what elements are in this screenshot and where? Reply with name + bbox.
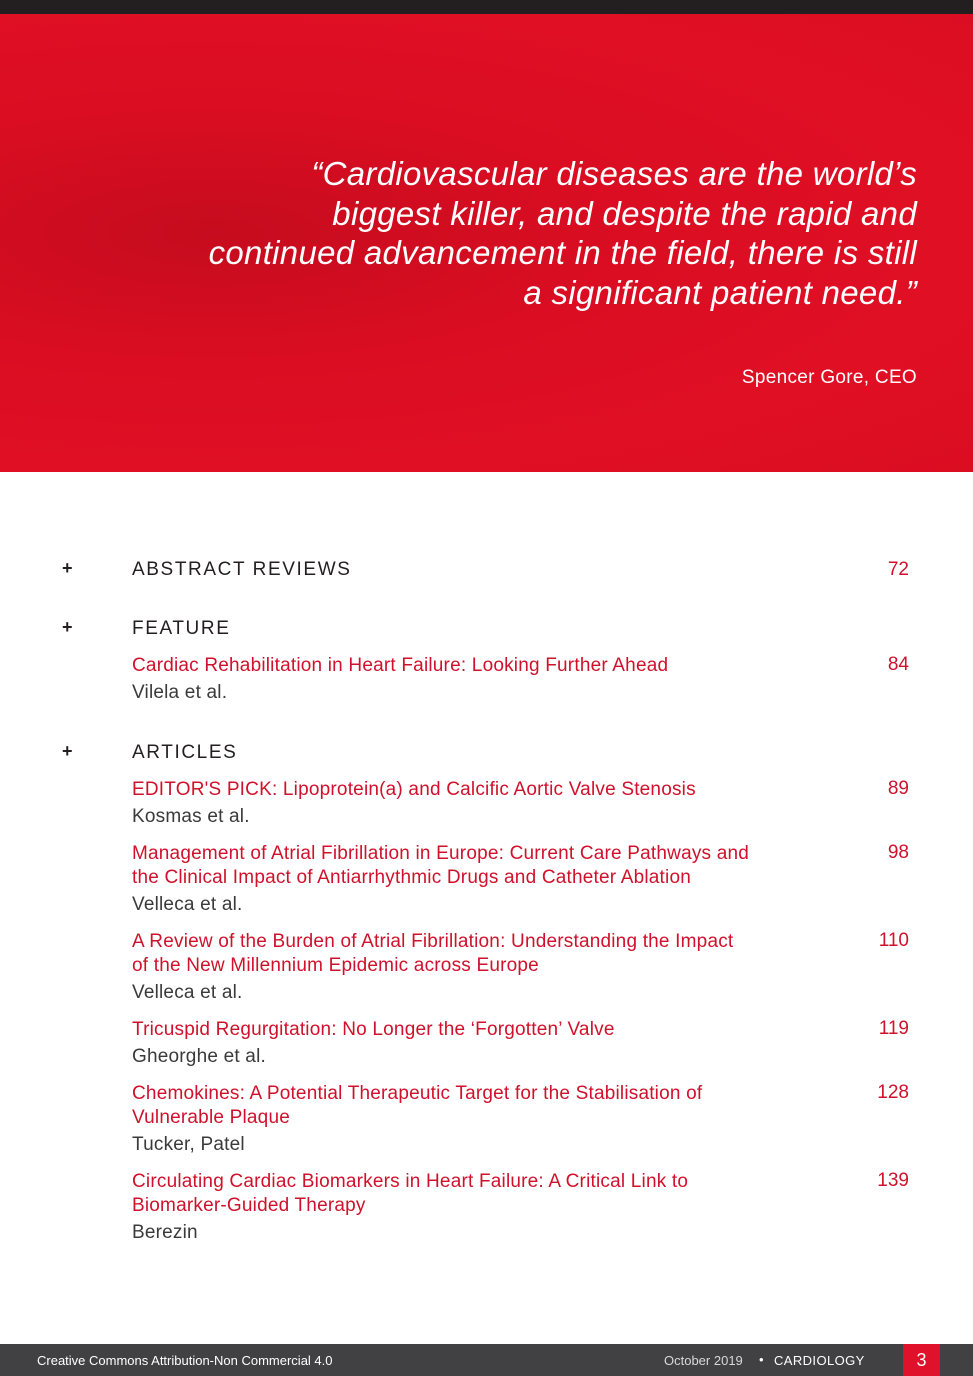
- top-bar: [0, 0, 973, 14]
- page-number[interactable]: 98: [887, 842, 909, 863]
- toc-entry-title[interactable]: [132, 654, 847, 678]
- page-number[interactable]: 110: [878, 930, 909, 951]
- toc-entry-title[interactable]: [132, 1082, 847, 1130]
- section-bullet: +: [62, 741, 73, 761]
- page-number[interactable]: 72: [887, 559, 909, 580]
- toc-entry-title-line: Vulnerable Plaque: [132, 1107, 290, 1128]
- issue-date: October 2019: [664, 1353, 743, 1368]
- toc-entry-title-line: the Clinical Impact of Antiarrhythmic Drugs and Catheter Ablation: [132, 867, 691, 888]
- pull-quote-line: continued advancement in the field, there is still: [208, 234, 917, 271]
- page-number[interactable]: 128: [877, 1082, 909, 1103]
- pull-quote-line: a significant patient need.”: [523, 273, 917, 311]
- toc-entry-title-line: A Review of the Burden of Atrial Fibrillation: Understanding the Impact: [132, 931, 734, 952]
- page-footer: [0, 1344, 973, 1376]
- toc-entry-title[interactable]: [132, 930, 847, 978]
- footer-page-number: 3: [903, 1344, 940, 1376]
- section-bullet: +: [62, 617, 73, 637]
- page-number[interactable]: 119: [878, 1018, 909, 1039]
- page-number[interactable]: 139: [877, 1170, 909, 1191]
- toc-entry-title[interactable]: [132, 842, 847, 890]
- toc-entry-authors: Berezin: [132, 1222, 198, 1243]
- page-number[interactable]: 84: [887, 654, 909, 675]
- footer-separator: •: [759, 1352, 764, 1367]
- toc-entry-title[interactable]: [132, 1170, 847, 1218]
- journal-name: CARDIOLOGY: [774, 1353, 865, 1368]
- page-number[interactable]: 89: [887, 778, 909, 799]
- section-title-feature: FEATURE: [132, 618, 231, 639]
- toc-entry-authors: Vilela et al.: [132, 682, 228, 703]
- toc-entry-title-line: Management of Atrial Fibrillation in Europe: Current Care Pathways and: [132, 843, 750, 864]
- toc-entry-authors: Tucker, Patel: [132, 1134, 245, 1155]
- toc-entry-title-line: Tricuspid Regurgitation: No Longer the ‘Forgotten’ Valve: [132, 1019, 615, 1040]
- toc-entry-title-line: Chemokines: A Potential Therapeutic Target for the Stabilisation of: [132, 1083, 703, 1104]
- pull-quote: [97, 154, 917, 312]
- pull-quote-line: “Cardiovascular diseases are the world’s: [311, 155, 917, 192]
- section-title-abstract-reviews[interactable]: ABSTRACT REVIEWS: [132, 559, 352, 580]
- toc-entry-title[interactable]: [132, 1018, 847, 1042]
- toc-entry-authors: Velleca et al.: [132, 894, 243, 915]
- toc-entry-title-line: of the New Millennium Epidemic across Europe: [132, 955, 539, 976]
- section-bullet: +: [62, 558, 73, 578]
- toc-entry-title-line: Cardiac Rehabilitation in Heart Failure: Looking Further Ahead: [132, 655, 669, 676]
- toc-entry-title-line: Circulating Cardiac Biomarkers in Heart Failure: A Critical Link to: [132, 1171, 689, 1192]
- section-title-articles: ARTICLES: [132, 742, 238, 763]
- toc-entry-title[interactable]: [132, 778, 847, 802]
- pull-quote-line: biggest killer, and despite the rapid and: [332, 194, 917, 232]
- toc-entry-title-line: Biomarker-Guided Therapy: [132, 1195, 366, 1216]
- toc-entry-authors: Velleca et al.: [132, 982, 243, 1003]
- toc-entry-authors: Gheorghe et al.: [132, 1046, 266, 1067]
- quote-attribution: Spencer Gore, CEO: [741, 367, 917, 388]
- license-text: Creative Commons Attribution-Non Commercial 4.0: [37, 1353, 333, 1368]
- toc-entry-authors: Kosmas et al.: [132, 806, 250, 827]
- toc-entry-title-line: EDITOR'S PICK: Lipoprotein(a) and Calcific Aortic Valve Stenosis: [132, 779, 696, 800]
